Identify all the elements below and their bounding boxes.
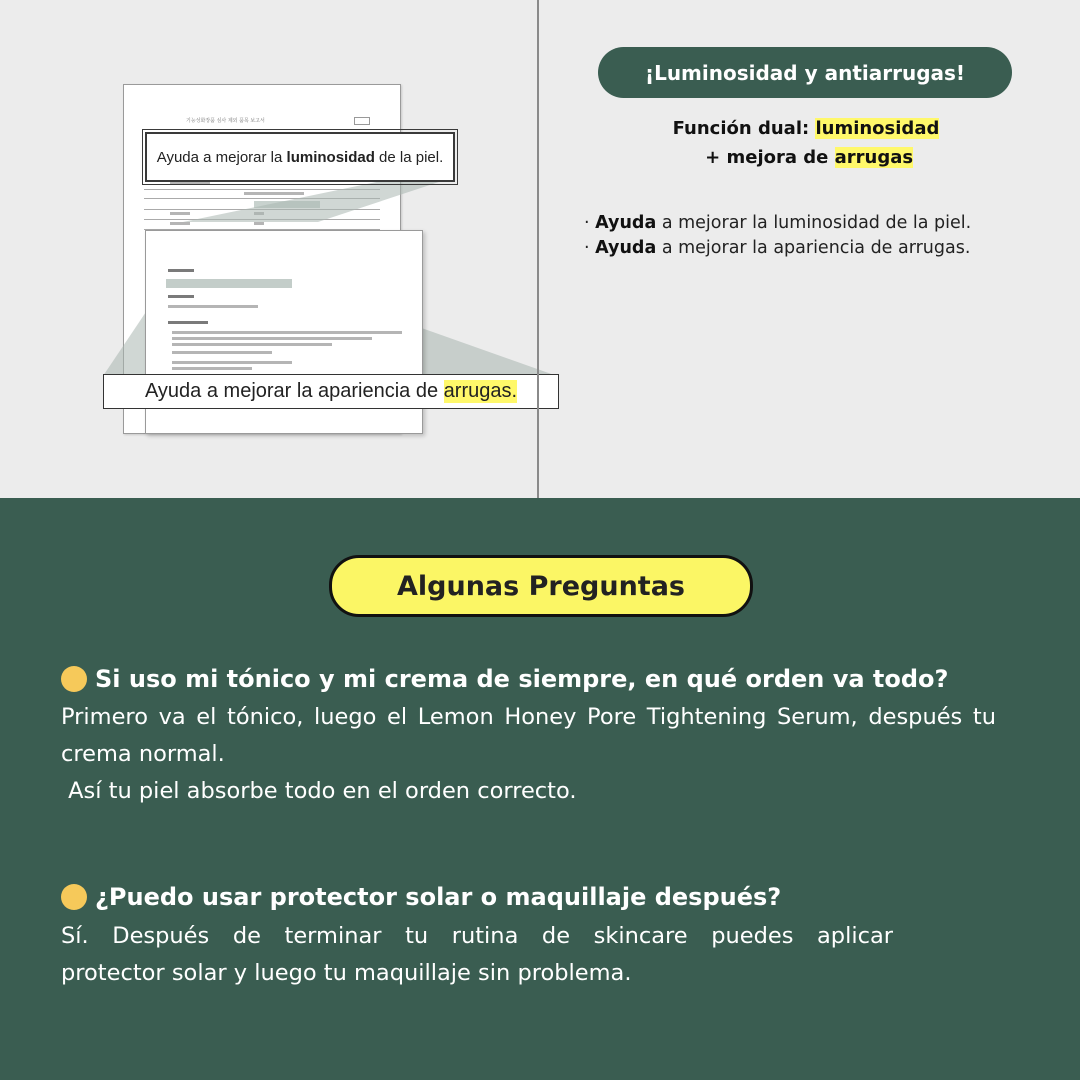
top-panel <box>0 0 1080 498</box>
bullet-marker: · <box>584 238 596 258</box>
callout-luminosity-before: Ayuda a mejorar la <box>156 148 287 166</box>
callout-luminosity-after: de la piel. <box>374 148 444 166</box>
callout-wrinkles-highlight: arrugas. <box>443 380 518 402</box>
benefit-item <box>584 211 1044 236</box>
callout-luminosity-bold: luminosidad <box>286 148 375 166</box>
dual-highlight-luminosity: luminosidad <box>815 118 940 139</box>
yellow-dot-icon <box>61 884 87 910</box>
benefit-list <box>584 211 1044 261</box>
faq-question-text: Si uso mi tónico y mi crema de siempre, en qué orden va todo? <box>95 665 949 693</box>
benefit-item <box>584 236 1044 261</box>
bullet-marker: · <box>584 213 596 233</box>
dual-highlight-wrinkles: arrugas <box>834 147 914 168</box>
callout-luminosity <box>145 132 455 182</box>
faq-answer-line: Así tu piel absorbe todo en el orden correcto. <box>61 778 577 804</box>
document-header: 기능성화장품 심사 제외 품목 보고서 <box>186 118 265 124</box>
benefit-bold: Ayuda <box>595 238 657 258</box>
faq-question-2 <box>61 883 781 911</box>
dual-prefix: Función dual: <box>672 118 816 139</box>
benefit-bold: Ayuda <box>595 213 657 233</box>
faq-panel <box>0 498 1080 1080</box>
benefit-text: a mejorar la apariencia de arrugas. <box>656 238 971 258</box>
faq-answer-2 <box>61 918 893 992</box>
faq-answer-line: protector solar y luego tu maquillaje sin problema. <box>61 960 632 986</box>
faq-answer-line: Sí. Después de terminar tu rutina de skincare puedes aplicar <box>61 923 893 949</box>
headline-badge: ¡Luminosidad y antiarrugas! <box>598 47 1012 98</box>
benefit-text: a mejorar la luminosidad de la piel. <box>656 213 972 233</box>
faq-answer-1 <box>61 699 996 810</box>
yellow-dot-icon <box>61 666 87 692</box>
faq-answer-line: Primero va el tónico, luego el Lemon Honey Pore Tightening Serum, después tu crema normal. <box>61 704 996 767</box>
faq-question-text: ¿Puedo usar protector solar o maquillaje después? <box>95 883 782 911</box>
callout-wrinkles <box>103 374 559 409</box>
dual-middle: + mejora de <box>698 147 835 168</box>
faq-question-1 <box>61 665 948 693</box>
vertical-divider <box>537 0 539 498</box>
faq-title-badge: Algunas Preguntas <box>329 555 753 617</box>
callout-wrinkles-before: Ayuda a mejorar la apariencia de <box>144 380 444 402</box>
dual-function-text <box>588 114 1024 172</box>
